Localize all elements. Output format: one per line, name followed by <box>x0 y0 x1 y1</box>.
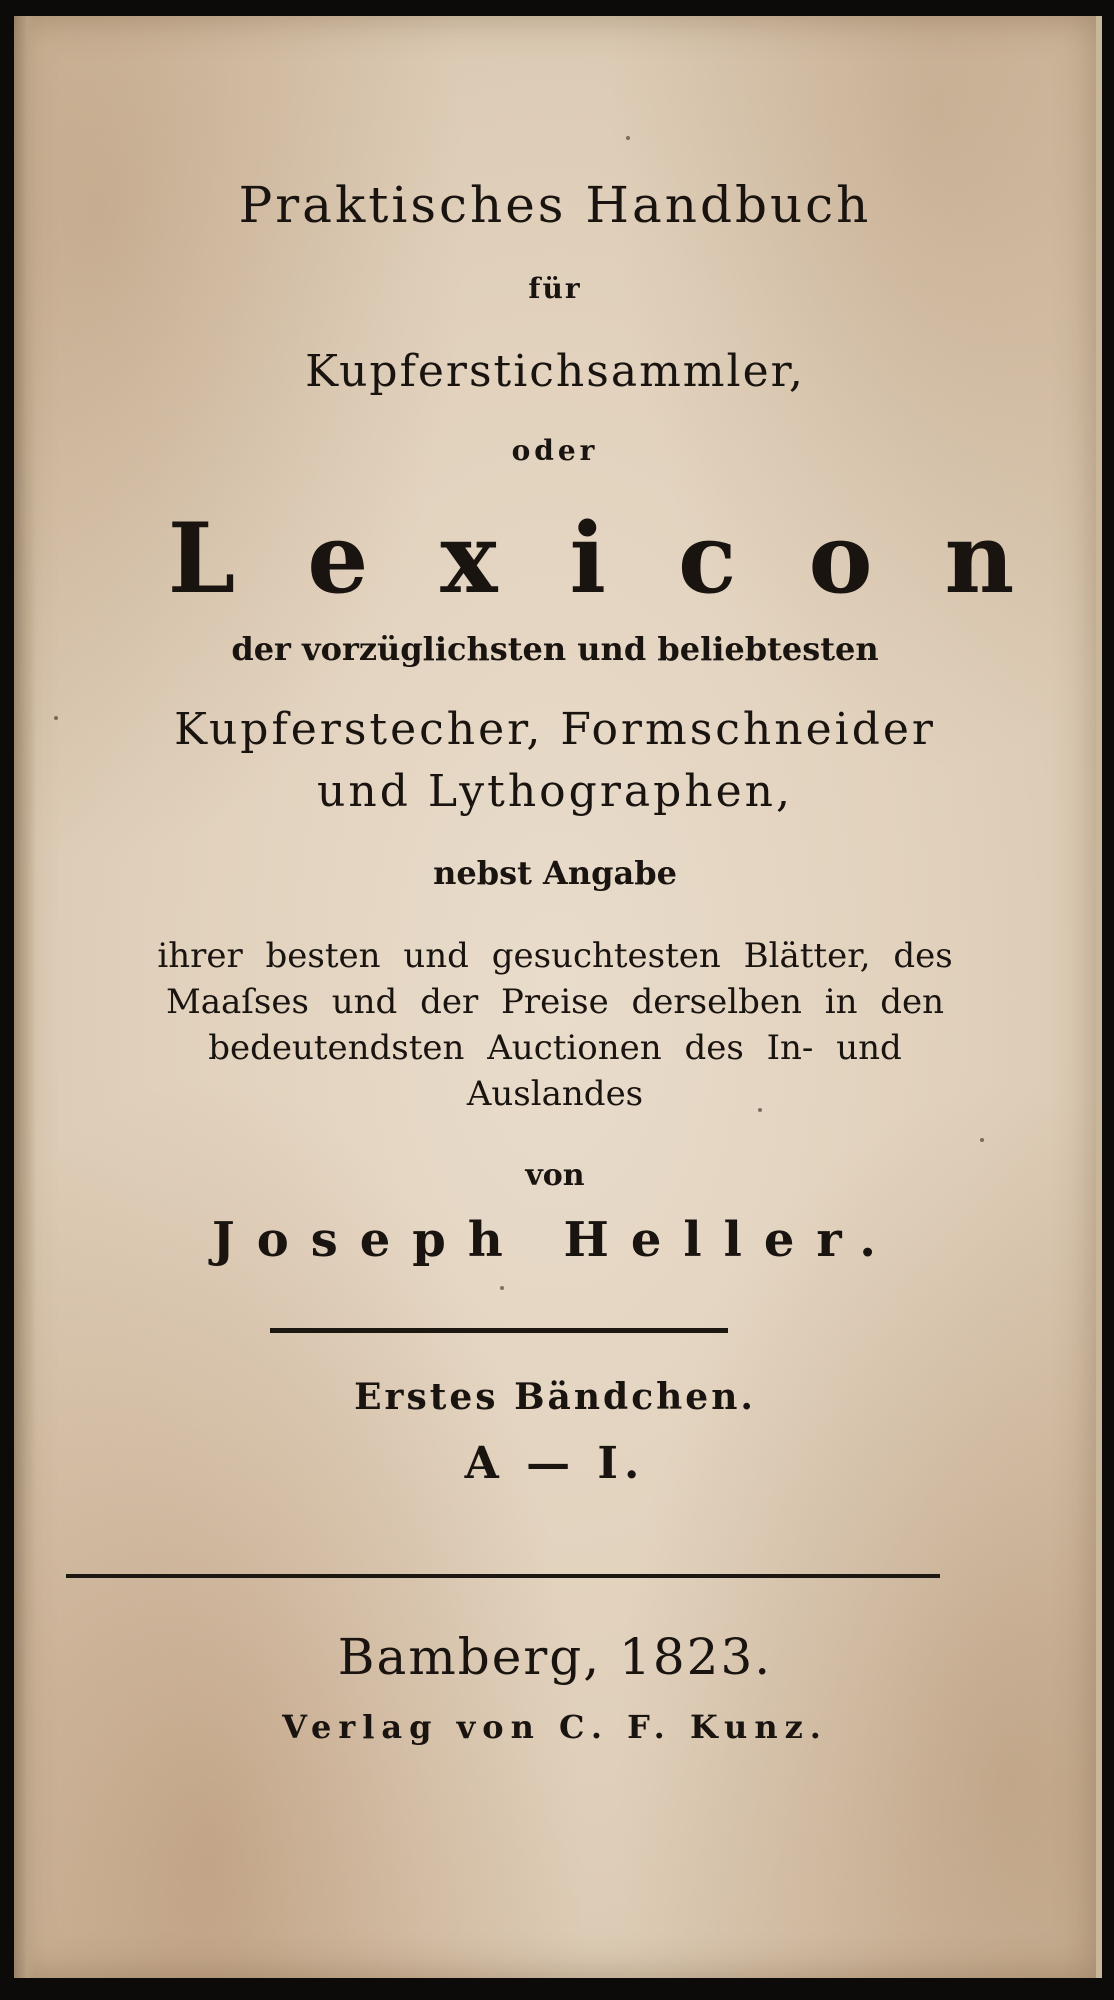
description-line-3: bedeutendsten Auctionen des In- und <box>208 1028 902 1068</box>
author-name: Joseph Heller. <box>212 1212 898 1268</box>
title-oder: oder <box>511 434 599 467</box>
paper-speck <box>980 1138 984 1142</box>
place-year: Bamberg, 1823. <box>337 1628 773 1686</box>
subtitle-line-2: Kupferstecher, Formschneider <box>174 704 936 755</box>
description-line-2: Maaſses und der Preise derselben in den <box>165 982 945 1022</box>
divider-long <box>66 1574 940 1578</box>
book-page <box>14 16 1102 1978</box>
volume-label: Erstes Bändchen. <box>354 1376 756 1418</box>
subtitle-line-3: und Lythographen, <box>317 766 793 817</box>
divider-short <box>270 1328 728 1333</box>
paper-speck <box>758 1108 762 1112</box>
subtitle-line-1: der vorzüglichsten und beliebtesten <box>231 630 879 668</box>
nebst-angabe: nebst Angabe <box>433 854 677 892</box>
title: Praktisches Handbuch <box>238 176 872 234</box>
letter-range: A — I. <box>464 1438 646 1489</box>
description-line-4: Auslandes <box>466 1074 644 1114</box>
title-fuer: für <box>528 272 582 305</box>
paper-speck <box>626 136 630 140</box>
paper-speck <box>54 716 58 720</box>
description-line-1: ihrer besten und gesuchtesten Blätter, des <box>157 936 953 976</box>
paper-speck <box>500 1286 504 1290</box>
title-lexicon: Lexicon <box>167 502 1087 615</box>
by-label: von <box>525 1158 585 1193</box>
title-subject: Kupferstichsammler, <box>305 346 805 397</box>
publisher: Verlag von C. F. Kunz. <box>282 1708 828 1746</box>
